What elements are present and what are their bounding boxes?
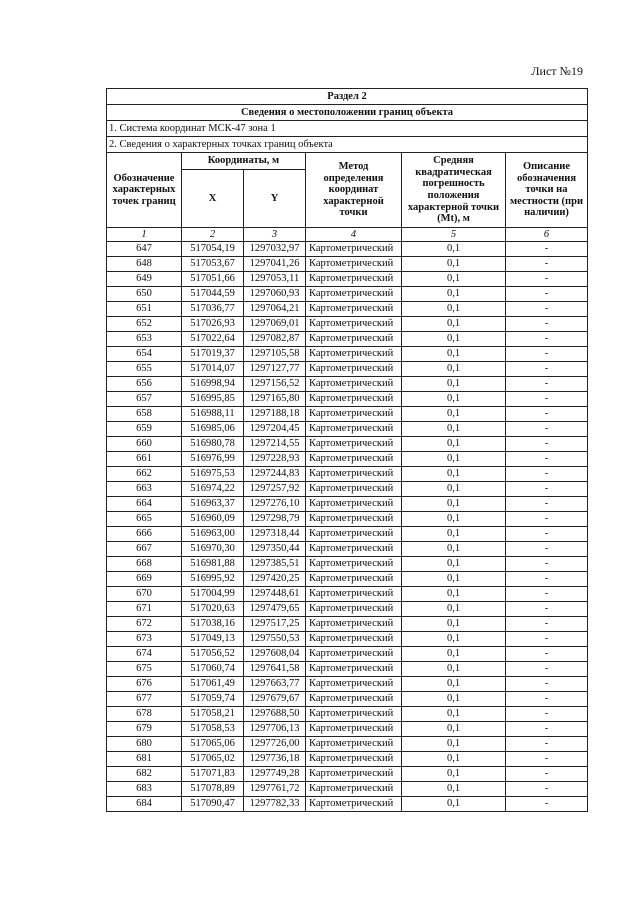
table-row xyxy=(107,437,588,452)
table-row xyxy=(107,422,588,437)
cell-coord-x: 516980,78 xyxy=(182,437,244,452)
cell-mt-error: 0,1 xyxy=(402,437,506,452)
cell-description: - xyxy=(506,707,588,722)
cell-method: Картометрический xyxy=(306,782,402,797)
cell-point-id: 681 xyxy=(107,752,182,767)
cell-coord-x: 516974,22 xyxy=(182,482,244,497)
header-error: Средняя квадратическая погрешность положения характерной точки (Mt), м xyxy=(402,153,506,228)
cell-mt-error: 0,1 xyxy=(402,497,506,512)
cell-coord-x: 517058,21 xyxy=(182,707,244,722)
cell-description: - xyxy=(506,782,588,797)
cell-point-id: 653 xyxy=(107,332,182,347)
cell-description: - xyxy=(506,377,588,392)
cell-method: Картометрический xyxy=(306,482,402,497)
cell-description: - xyxy=(506,602,588,617)
cell-coord-y: 1297156,52 xyxy=(244,377,306,392)
cell-coord-x: 517059,74 xyxy=(182,692,244,707)
cell-description: - xyxy=(506,422,588,437)
cell-method: Картометрический xyxy=(306,707,402,722)
cell-description: - xyxy=(506,557,588,572)
table-row xyxy=(107,362,588,377)
table-row xyxy=(107,647,588,662)
cell-coord-x: 516960,09 xyxy=(182,512,244,527)
cell-description: - xyxy=(506,527,588,542)
cell-point-id: 671 xyxy=(107,602,182,617)
cell-description: - xyxy=(506,452,588,467)
cell-point-id: 665 xyxy=(107,512,182,527)
cell-method: Картометрический xyxy=(306,257,402,272)
table-row xyxy=(107,737,588,752)
cell-description: - xyxy=(506,467,588,482)
cell-coord-x: 516981,88 xyxy=(182,557,244,572)
cell-method: Картометрический xyxy=(306,242,402,257)
cell-method: Картометрический xyxy=(306,527,402,542)
cell-description: - xyxy=(506,587,588,602)
cell-description: - xyxy=(506,242,588,257)
cell-mt-error: 0,1 xyxy=(402,392,506,407)
cell-point-id: 661 xyxy=(107,452,182,467)
cell-point-id: 657 xyxy=(107,392,182,407)
header-y: Y xyxy=(244,170,306,228)
cell-description: - xyxy=(506,797,588,812)
cell-coord-y: 1297641,58 xyxy=(244,662,306,677)
cell-method: Картометрический xyxy=(306,677,402,692)
table-row xyxy=(107,797,588,812)
cell-description: - xyxy=(506,767,588,782)
cell-mt-error: 0,1 xyxy=(402,587,506,602)
cell-mt-error: 0,1 xyxy=(402,317,506,332)
cell-point-id: 647 xyxy=(107,242,182,257)
col-number: 3 xyxy=(244,228,306,242)
cell-coord-x: 517019,37 xyxy=(182,347,244,362)
cell-coord-x: 516963,00 xyxy=(182,527,244,542)
cell-method: Картометрический xyxy=(306,317,402,332)
table-row xyxy=(107,752,588,767)
cell-description: - xyxy=(506,317,588,332)
cell-coord-x: 517044,59 xyxy=(182,287,244,302)
cell-coord-y: 1297069,01 xyxy=(244,317,306,332)
cell-coord-x: 517058,53 xyxy=(182,722,244,737)
cell-mt-error: 0,1 xyxy=(402,542,506,557)
cell-description: - xyxy=(506,497,588,512)
cell-coord-x: 517056,52 xyxy=(182,647,244,662)
cell-point-id: 666 xyxy=(107,527,182,542)
cell-point-id: 652 xyxy=(107,317,182,332)
cell-method: Картометрический xyxy=(306,272,402,287)
cell-coord-x: 517060,74 xyxy=(182,662,244,677)
cell-coord-y: 1297385,51 xyxy=(244,557,306,572)
cell-point-id: 669 xyxy=(107,572,182,587)
cell-description: - xyxy=(506,302,588,317)
col-number: 1 xyxy=(107,228,182,242)
cell-point-id: 670 xyxy=(107,587,182,602)
cell-coord-x: 517090,47 xyxy=(182,797,244,812)
cell-description: - xyxy=(506,347,588,362)
cell-method: Картометрический xyxy=(306,497,402,512)
table-row xyxy=(107,542,588,557)
cell-coord-y: 1297608,04 xyxy=(244,647,306,662)
section-title: Раздел 2 xyxy=(107,89,588,105)
cell-mt-error: 0,1 xyxy=(402,272,506,287)
cell-point-id: 674 xyxy=(107,647,182,662)
cell-mt-error: 0,1 xyxy=(402,482,506,497)
cell-coord-y: 1297663,77 xyxy=(244,677,306,692)
cell-description: - xyxy=(506,257,588,272)
cell-coord-y: 1297420,25 xyxy=(244,572,306,587)
cell-point-id: 664 xyxy=(107,497,182,512)
table-row xyxy=(107,617,588,632)
cell-coord-x: 516995,85 xyxy=(182,392,244,407)
cell-coord-y: 1297517,25 xyxy=(244,617,306,632)
cell-method: Картометрический xyxy=(306,452,402,467)
cell-description: - xyxy=(506,692,588,707)
cell-point-id: 677 xyxy=(107,692,182,707)
table-row xyxy=(107,332,588,347)
cell-description: - xyxy=(506,572,588,587)
cell-method: Картометрический xyxy=(306,362,402,377)
cell-coord-x: 517065,06 xyxy=(182,737,244,752)
cell-coord-y: 1297706,13 xyxy=(244,722,306,737)
cell-coord-y: 1297204,45 xyxy=(244,422,306,437)
cell-point-id: 676 xyxy=(107,677,182,692)
cell-description: - xyxy=(506,677,588,692)
cell-coord-x: 517022,64 xyxy=(182,332,244,347)
table-row xyxy=(107,347,588,362)
table-row xyxy=(107,407,588,422)
cell-coord-x: 517071,83 xyxy=(182,767,244,782)
cell-coord-y: 1297298,79 xyxy=(244,512,306,527)
cell-description: - xyxy=(506,662,588,677)
cell-point-id: 675 xyxy=(107,662,182,677)
cell-description: - xyxy=(506,437,588,452)
table-row xyxy=(107,302,588,317)
cell-description: - xyxy=(506,752,588,767)
cell-coord-x: 517053,67 xyxy=(182,257,244,272)
cell-description: - xyxy=(506,482,588,497)
cell-method: Картометрический xyxy=(306,662,402,677)
cell-point-id: 684 xyxy=(107,797,182,812)
cell-point-id: 654 xyxy=(107,347,182,362)
cell-method: Картометрический xyxy=(306,767,402,782)
table-row xyxy=(107,602,588,617)
cell-mt-error: 0,1 xyxy=(402,617,506,632)
table-row xyxy=(107,782,588,797)
cell-coord-y: 1297550,53 xyxy=(244,632,306,647)
cell-coord-y: 1297214,55 xyxy=(244,437,306,452)
cell-mt-error: 0,1 xyxy=(402,362,506,377)
header-method: Метод определения координат характерной точки xyxy=(306,153,402,228)
cell-method: Картометрический xyxy=(306,287,402,302)
cell-point-id: 663 xyxy=(107,482,182,497)
cell-coord-y: 1297053,11 xyxy=(244,272,306,287)
cell-coord-y: 1297060,93 xyxy=(244,287,306,302)
cell-coord-y: 1297726,00 xyxy=(244,737,306,752)
cell-description: - xyxy=(506,392,588,407)
table-row xyxy=(107,497,588,512)
boundary-points-table xyxy=(106,88,588,812)
table-row xyxy=(107,527,588,542)
table-row xyxy=(107,692,588,707)
table-row xyxy=(107,287,588,302)
cell-coord-y: 1297782,33 xyxy=(244,797,306,812)
cell-mt-error: 0,1 xyxy=(402,407,506,422)
cell-coord-y: 1297318,44 xyxy=(244,527,306,542)
cell-coord-y: 1297448,61 xyxy=(244,587,306,602)
cell-method: Картометрический xyxy=(306,407,402,422)
sheet-label: Лист №19 xyxy=(531,64,583,78)
cell-coord-y: 1297188,18 xyxy=(244,407,306,422)
col-number: 4 xyxy=(306,228,402,242)
table-row xyxy=(107,662,588,677)
cell-description: - xyxy=(506,737,588,752)
cell-point-id: 668 xyxy=(107,557,182,572)
cell-mt-error: 0,1 xyxy=(402,422,506,437)
cell-coord-y: 1297679,67 xyxy=(244,692,306,707)
cell-description: - xyxy=(506,632,588,647)
cell-mt-error: 0,1 xyxy=(402,347,506,362)
table-row xyxy=(107,482,588,497)
cell-coord-y: 1297749,28 xyxy=(244,767,306,782)
points-info: 2. Сведения о характерных точках границ объекта xyxy=(107,137,588,153)
cell-coord-x: 516988,11 xyxy=(182,407,244,422)
cell-method: Картометрический xyxy=(306,392,402,407)
cell-method: Картометрический xyxy=(306,737,402,752)
section-subtitle: Сведения о местоположении границ объекта xyxy=(107,105,588,121)
table-row xyxy=(107,632,588,647)
cell-coord-x: 517038,16 xyxy=(182,617,244,632)
cell-mt-error: 0,1 xyxy=(402,572,506,587)
cell-mt-error: 0,1 xyxy=(402,467,506,482)
col-number: 5 xyxy=(402,228,506,242)
header-coordinates: Координаты, м xyxy=(182,153,306,170)
cell-mt-error: 0,1 xyxy=(402,632,506,647)
cell-method: Картометрический xyxy=(306,347,402,362)
cell-mt-error: 0,1 xyxy=(402,452,506,467)
cell-coord-x: 517051,66 xyxy=(182,272,244,287)
table-row xyxy=(107,392,588,407)
cell-method: Картометрический xyxy=(306,632,402,647)
cell-description: - xyxy=(506,362,588,377)
cell-point-id: 656 xyxy=(107,377,182,392)
cell-point-id: 659 xyxy=(107,422,182,437)
cell-mt-error: 0,1 xyxy=(402,242,506,257)
cell-description: - xyxy=(506,332,588,347)
cell-mt-error: 0,1 xyxy=(402,257,506,272)
cell-coord-y: 1297032,97 xyxy=(244,242,306,257)
cell-coord-x: 517036,77 xyxy=(182,302,244,317)
cell-point-id: 660 xyxy=(107,437,182,452)
table-row xyxy=(107,377,588,392)
cell-coord-x: 516975,53 xyxy=(182,467,244,482)
cell-point-id: 683 xyxy=(107,782,182,797)
cell-coord-x: 516998,94 xyxy=(182,377,244,392)
table-row xyxy=(107,512,588,527)
cell-mt-error: 0,1 xyxy=(402,377,506,392)
col-number: 2 xyxy=(182,228,244,242)
cell-coord-x: 517026,93 xyxy=(182,317,244,332)
cell-description: - xyxy=(506,722,588,737)
header-description: Описание обозначения точки на местности (при наличии) xyxy=(506,153,588,228)
cell-mt-error: 0,1 xyxy=(402,302,506,317)
col-number: 6 xyxy=(506,228,588,242)
cell-method: Картометрический xyxy=(306,647,402,662)
table-row xyxy=(107,557,588,572)
cell-point-id: 662 xyxy=(107,467,182,482)
cell-coord-x: 517065,02 xyxy=(182,752,244,767)
table-row xyxy=(107,587,588,602)
cell-description: - xyxy=(506,542,588,557)
cell-coord-x: 517061,49 xyxy=(182,677,244,692)
cell-mt-error: 0,1 xyxy=(402,782,506,797)
cell-mt-error: 0,1 xyxy=(402,767,506,782)
cell-coord-y: 1297244,83 xyxy=(244,467,306,482)
cell-method: Картометрический xyxy=(306,332,402,347)
cell-method: Картометрический xyxy=(306,437,402,452)
table-row xyxy=(107,767,588,782)
cell-mt-error: 0,1 xyxy=(402,557,506,572)
cell-coord-x: 516963,37 xyxy=(182,497,244,512)
cell-mt-error: 0,1 xyxy=(402,677,506,692)
cell-coord-y: 1297350,44 xyxy=(244,542,306,557)
cell-method: Картометрический xyxy=(306,422,402,437)
cell-description: - xyxy=(506,272,588,287)
cell-mt-error: 0,1 xyxy=(402,707,506,722)
cell-method: Картометрический xyxy=(306,797,402,812)
cell-coord-x: 516970,30 xyxy=(182,542,244,557)
cell-coord-y: 1297257,92 xyxy=(244,482,306,497)
cell-coord-x: 516995,92 xyxy=(182,572,244,587)
cell-coord-y: 1297761,72 xyxy=(244,782,306,797)
cell-coord-x: 517054,19 xyxy=(182,242,244,257)
table-row xyxy=(107,257,588,272)
table-row xyxy=(107,242,588,257)
cell-coord-x: 517078,89 xyxy=(182,782,244,797)
cell-coord-y: 1297041,26 xyxy=(244,257,306,272)
cell-point-id: 651 xyxy=(107,302,182,317)
cell-method: Картометрический xyxy=(306,557,402,572)
cell-method: Картометрический xyxy=(306,377,402,392)
cell-point-id: 650 xyxy=(107,287,182,302)
cell-method: Картометрический xyxy=(306,572,402,587)
cell-point-id: 680 xyxy=(107,737,182,752)
cell-method: Картометрический xyxy=(306,617,402,632)
cell-method: Картометрический xyxy=(306,602,402,617)
cell-coord-y: 1297228,93 xyxy=(244,452,306,467)
header-x: X xyxy=(182,170,244,228)
cell-coord-y: 1297165,80 xyxy=(244,392,306,407)
cell-point-id: 679 xyxy=(107,722,182,737)
cell-point-id: 658 xyxy=(107,407,182,422)
table-row xyxy=(107,707,588,722)
cell-coord-x: 517014,07 xyxy=(182,362,244,377)
table-row xyxy=(107,722,588,737)
cell-coord-y: 1297276,10 xyxy=(244,497,306,512)
cell-coord-x: 517004,99 xyxy=(182,587,244,602)
cell-method: Картометрический xyxy=(306,512,402,527)
cell-method: Картометрический xyxy=(306,542,402,557)
cell-mt-error: 0,1 xyxy=(402,737,506,752)
cell-mt-error: 0,1 xyxy=(402,602,506,617)
cell-mt-error: 0,1 xyxy=(402,332,506,347)
table-row xyxy=(107,467,588,482)
cell-mt-error: 0,1 xyxy=(402,662,506,677)
cell-coord-y: 1297479,65 xyxy=(244,602,306,617)
cell-coord-y: 1297064,21 xyxy=(244,302,306,317)
cell-coord-x: 516985,06 xyxy=(182,422,244,437)
cell-coord-y: 1297688,50 xyxy=(244,707,306,722)
cell-mt-error: 0,1 xyxy=(402,752,506,767)
cell-method: Картометрический xyxy=(306,302,402,317)
cell-point-id: 673 xyxy=(107,632,182,647)
cell-point-id: 649 xyxy=(107,272,182,287)
cell-point-id: 678 xyxy=(107,707,182,722)
cell-description: - xyxy=(506,647,588,662)
cell-method: Картометрический xyxy=(306,467,402,482)
table-row xyxy=(107,572,588,587)
table-row xyxy=(107,272,588,287)
cell-point-id: 648 xyxy=(107,257,182,272)
cell-method: Картометрический xyxy=(306,692,402,707)
cell-point-id: 682 xyxy=(107,767,182,782)
cell-mt-error: 0,1 xyxy=(402,692,506,707)
cell-coord-y: 1297127,77 xyxy=(244,362,306,377)
coord-system: 1. Система координат МСК-47 зона 1 xyxy=(107,121,588,137)
cell-mt-error: 0,1 xyxy=(402,287,506,302)
cell-method: Картометрический xyxy=(306,587,402,602)
cell-coord-y: 1297082,87 xyxy=(244,332,306,347)
table-row xyxy=(107,677,588,692)
cell-coord-x: 517020,63 xyxy=(182,602,244,617)
cell-coord-x: 516976,99 xyxy=(182,452,244,467)
cell-point-id: 667 xyxy=(107,542,182,557)
cell-method: Картометрический xyxy=(306,722,402,737)
cell-coord-x: 517049,13 xyxy=(182,632,244,647)
cell-description: - xyxy=(506,512,588,527)
cell-coord-y: 1297105,58 xyxy=(244,347,306,362)
cell-mt-error: 0,1 xyxy=(402,722,506,737)
cell-mt-error: 0,1 xyxy=(402,527,506,542)
cell-description: - xyxy=(506,287,588,302)
cell-mt-error: 0,1 xyxy=(402,797,506,812)
table-row xyxy=(107,317,588,332)
cell-mt-error: 0,1 xyxy=(402,512,506,527)
cell-method: Картометрический xyxy=(306,752,402,767)
cell-mt-error: 0,1 xyxy=(402,647,506,662)
header-designation: Обозначение характерных точек границ xyxy=(107,153,182,228)
cell-point-id: 672 xyxy=(107,617,182,632)
table-row xyxy=(107,452,588,467)
cell-point-id: 655 xyxy=(107,362,182,377)
cell-coord-y: 1297736,18 xyxy=(244,752,306,767)
cell-description: - xyxy=(506,617,588,632)
cell-description: - xyxy=(506,407,588,422)
